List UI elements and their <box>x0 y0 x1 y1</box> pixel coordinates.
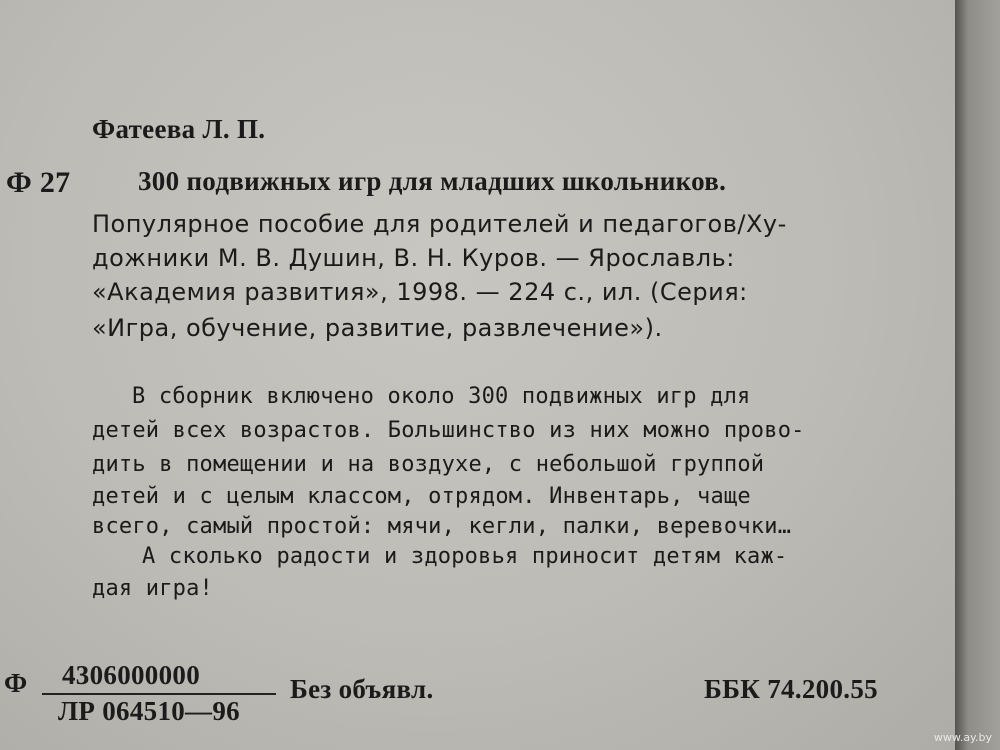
footer-fraction-rule <box>42 693 276 695</box>
annotation-line-7: дая игра! <box>92 576 214 601</box>
annotation-line-6: А сколько радости и здоровья приносит детям каж- <box>142 544 788 569</box>
bib-line-1: Популярное пособие для родителей и педагогов/Ху- <box>92 210 787 238</box>
watermark: www.ay.by <box>933 731 992 744</box>
annotation-line-4: детей и с целым классом, отрядом. Инвентарь, чаще <box>92 484 751 509</box>
bib-line-3: «Академия развития», 1998. — 224 с., ил. (Серия: <box>92 278 748 306</box>
annotation-line-1: В сборник включено около 300 подвижных игр для <box>132 384 751 409</box>
annotation-line-3: дить в помещении и на воздухе, с небольшой группой <box>92 452 765 477</box>
book-title: 300 подвижных игр для младших школьников. <box>138 166 727 196</box>
author-name: Фатеева Л. П. <box>92 114 266 144</box>
footer-f-letter: Ф <box>4 668 28 698</box>
annotation-line-5: всего, самый простой: мячи, кегли, палки, веревочки… <box>92 514 792 539</box>
footer-note: Без объявл. <box>290 674 434 704</box>
book-edge <box>955 0 1000 750</box>
footer-license: ЛР 064510—96 <box>58 696 240 726</box>
bib-line-2: дожники М. В. Душин, В. Н. Куров. — Ярославль: <box>92 244 735 272</box>
classification-code: Ф 27 <box>6 166 71 199</box>
footer-number: 4306000000 <box>62 660 200 690</box>
annotation-line-2: детей всех возрастов. Большинство из них можно прово- <box>92 418 805 443</box>
footer-bbk: ББК 74.200.55 <box>704 674 878 704</box>
bib-line-4: «Игра, обучение, развитие, развлечение»). <box>92 314 663 342</box>
